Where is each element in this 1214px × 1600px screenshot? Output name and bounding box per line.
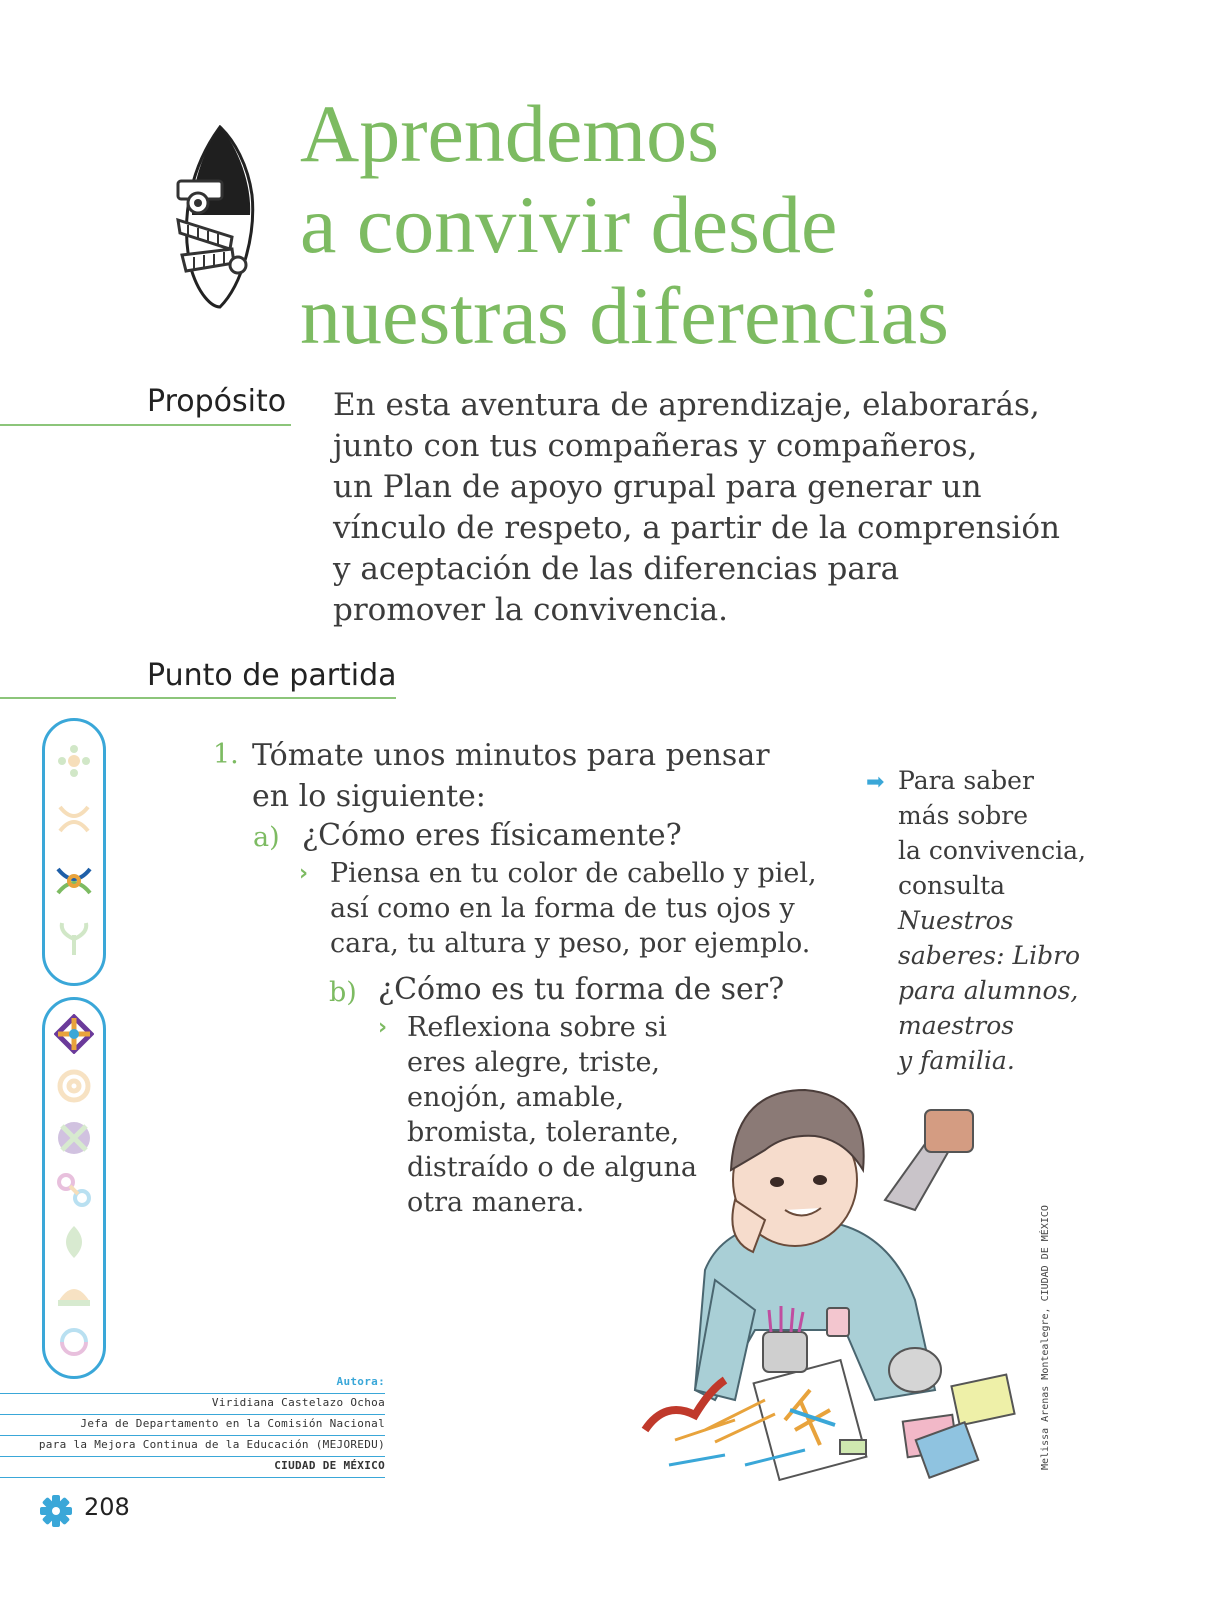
start-heading-rule (0, 697, 396, 699)
sub-a-text (330, 856, 817, 961)
purpose-heading: Propósito (147, 384, 287, 419)
item-line: en lo siguiente: (252, 779, 486, 814)
codex-skull-glyph-icon (172, 125, 262, 310)
axes-nav-pill[interactable] (42, 997, 106, 1379)
item-number: 1. (213, 739, 239, 770)
figures-icon[interactable] (54, 799, 94, 839)
project-nav-pill[interactable] (42, 718, 106, 986)
cycle-icon[interactable] (54, 1322, 94, 1362)
sub-b-line: distraído o de alguna (407, 1152, 697, 1183)
sub-b-line: Reflexiona sobre si (407, 1012, 667, 1043)
purpose-line: y aceptación de las diferencias para (333, 551, 900, 587)
credit-role: para la Mejora Continua de la Educación (MEJOREDU) (38, 1438, 385, 1451)
note-line: Para saber (898, 766, 1034, 795)
note-book-title: maestros (898, 1011, 1015, 1040)
purpose-line: vínculo de respeto, a partir de la comprensión (333, 510, 1060, 546)
sub-a-question: ¿Cómo eres físicamente? (302, 818, 682, 853)
note-line: la convivencia, (898, 836, 1086, 865)
community-icon[interactable] (54, 861, 94, 901)
sub-a-label: a) (253, 822, 280, 853)
sub-a-line: Piensa en tu color de cabello y piel, (330, 858, 817, 889)
page-number: 208 (84, 1493, 130, 1521)
hill-icon[interactable] (54, 1272, 94, 1312)
chevron-right-icon: › (299, 861, 309, 886)
chevron-right-icon: › (378, 1015, 388, 1040)
title-line: a convivir desde (300, 179, 838, 270)
sub-b-line: bromista, tolerante, (407, 1117, 680, 1148)
credit-label: Autora: (336, 1375, 385, 1388)
sub-b-line: eres alegre, triste, (407, 1047, 661, 1078)
chain-icon[interactable] (54, 1170, 94, 1210)
side-note (898, 763, 1128, 1078)
illustration-credit: Melissa Arenas Montealegre, CIUDAD DE MÉXICO (1040, 1205, 1051, 1470)
purpose-line: un Plan de apoyo grupal para generar un (333, 469, 982, 505)
credit-city: CIUDAD DE MÉXICO (274, 1459, 385, 1472)
credit-author: Viridiana Castelazo Ochoa (211, 1396, 385, 1409)
arrow-right-icon: ➡ (866, 770, 885, 795)
flower-icon[interactable] (54, 741, 94, 781)
credit-rule (0, 1477, 385, 1478)
leaf-icon[interactable] (54, 1222, 94, 1262)
credit-rule (0, 1435, 385, 1436)
title-line: Aprendemos (300, 88, 720, 179)
sprout-icon[interactable] (54, 919, 94, 959)
sub-b-line: otra manera. (407, 1187, 585, 1218)
purpose-heading-rule (0, 424, 291, 426)
snowflake-logo-icon (38, 1493, 74, 1529)
purpose-line: promover la convivencia. (333, 592, 729, 628)
sub-b-question: ¿Cómo es tu forma de ser? (378, 972, 785, 1007)
title-line: nuestras diferencias (300, 270, 949, 361)
credit-rule (0, 1393, 385, 1394)
note-book-title: para alumnos, (898, 976, 1079, 1005)
sub-a-line: así como en la forma de tus ojos y (330, 893, 795, 924)
item-line: Tómate unos minutos para pensar (252, 738, 770, 773)
diamond-knot-icon[interactable] (54, 1014, 94, 1054)
square-pattern-icon[interactable] (54, 1118, 94, 1158)
item-text (252, 735, 770, 817)
purpose-text (333, 385, 1093, 631)
note-line: más sobre (898, 801, 1029, 830)
note-line: consulta (898, 871, 1006, 900)
credit-rule (0, 1456, 385, 1457)
sub-a-line: cara, tu altura y peso, por ejemplo. (330, 928, 811, 959)
start-heading: Punto de partida (147, 658, 397, 693)
page-title (300, 88, 1180, 361)
credit-rule (0, 1414, 385, 1415)
note-book-title: saberes: Libro (898, 941, 1081, 970)
spiral-icon[interactable] (54, 1066, 94, 1106)
note-book-title: Nuestros (898, 906, 1014, 935)
child-drawing-illustration (635, 1070, 1025, 1510)
purpose-line: En esta aventura de aprendizaje, elaborarás, (333, 387, 1040, 423)
purpose-line: junto con tus compañeras y compañeros, (333, 428, 978, 464)
sub-b-label: b) (329, 977, 357, 1008)
credit-role: Jefa de Departamento en la Comisión Nacional (80, 1417, 385, 1430)
note-book-title: y familia. (898, 1046, 1015, 1075)
sub-b-line: enojón, amable, (407, 1082, 625, 1113)
